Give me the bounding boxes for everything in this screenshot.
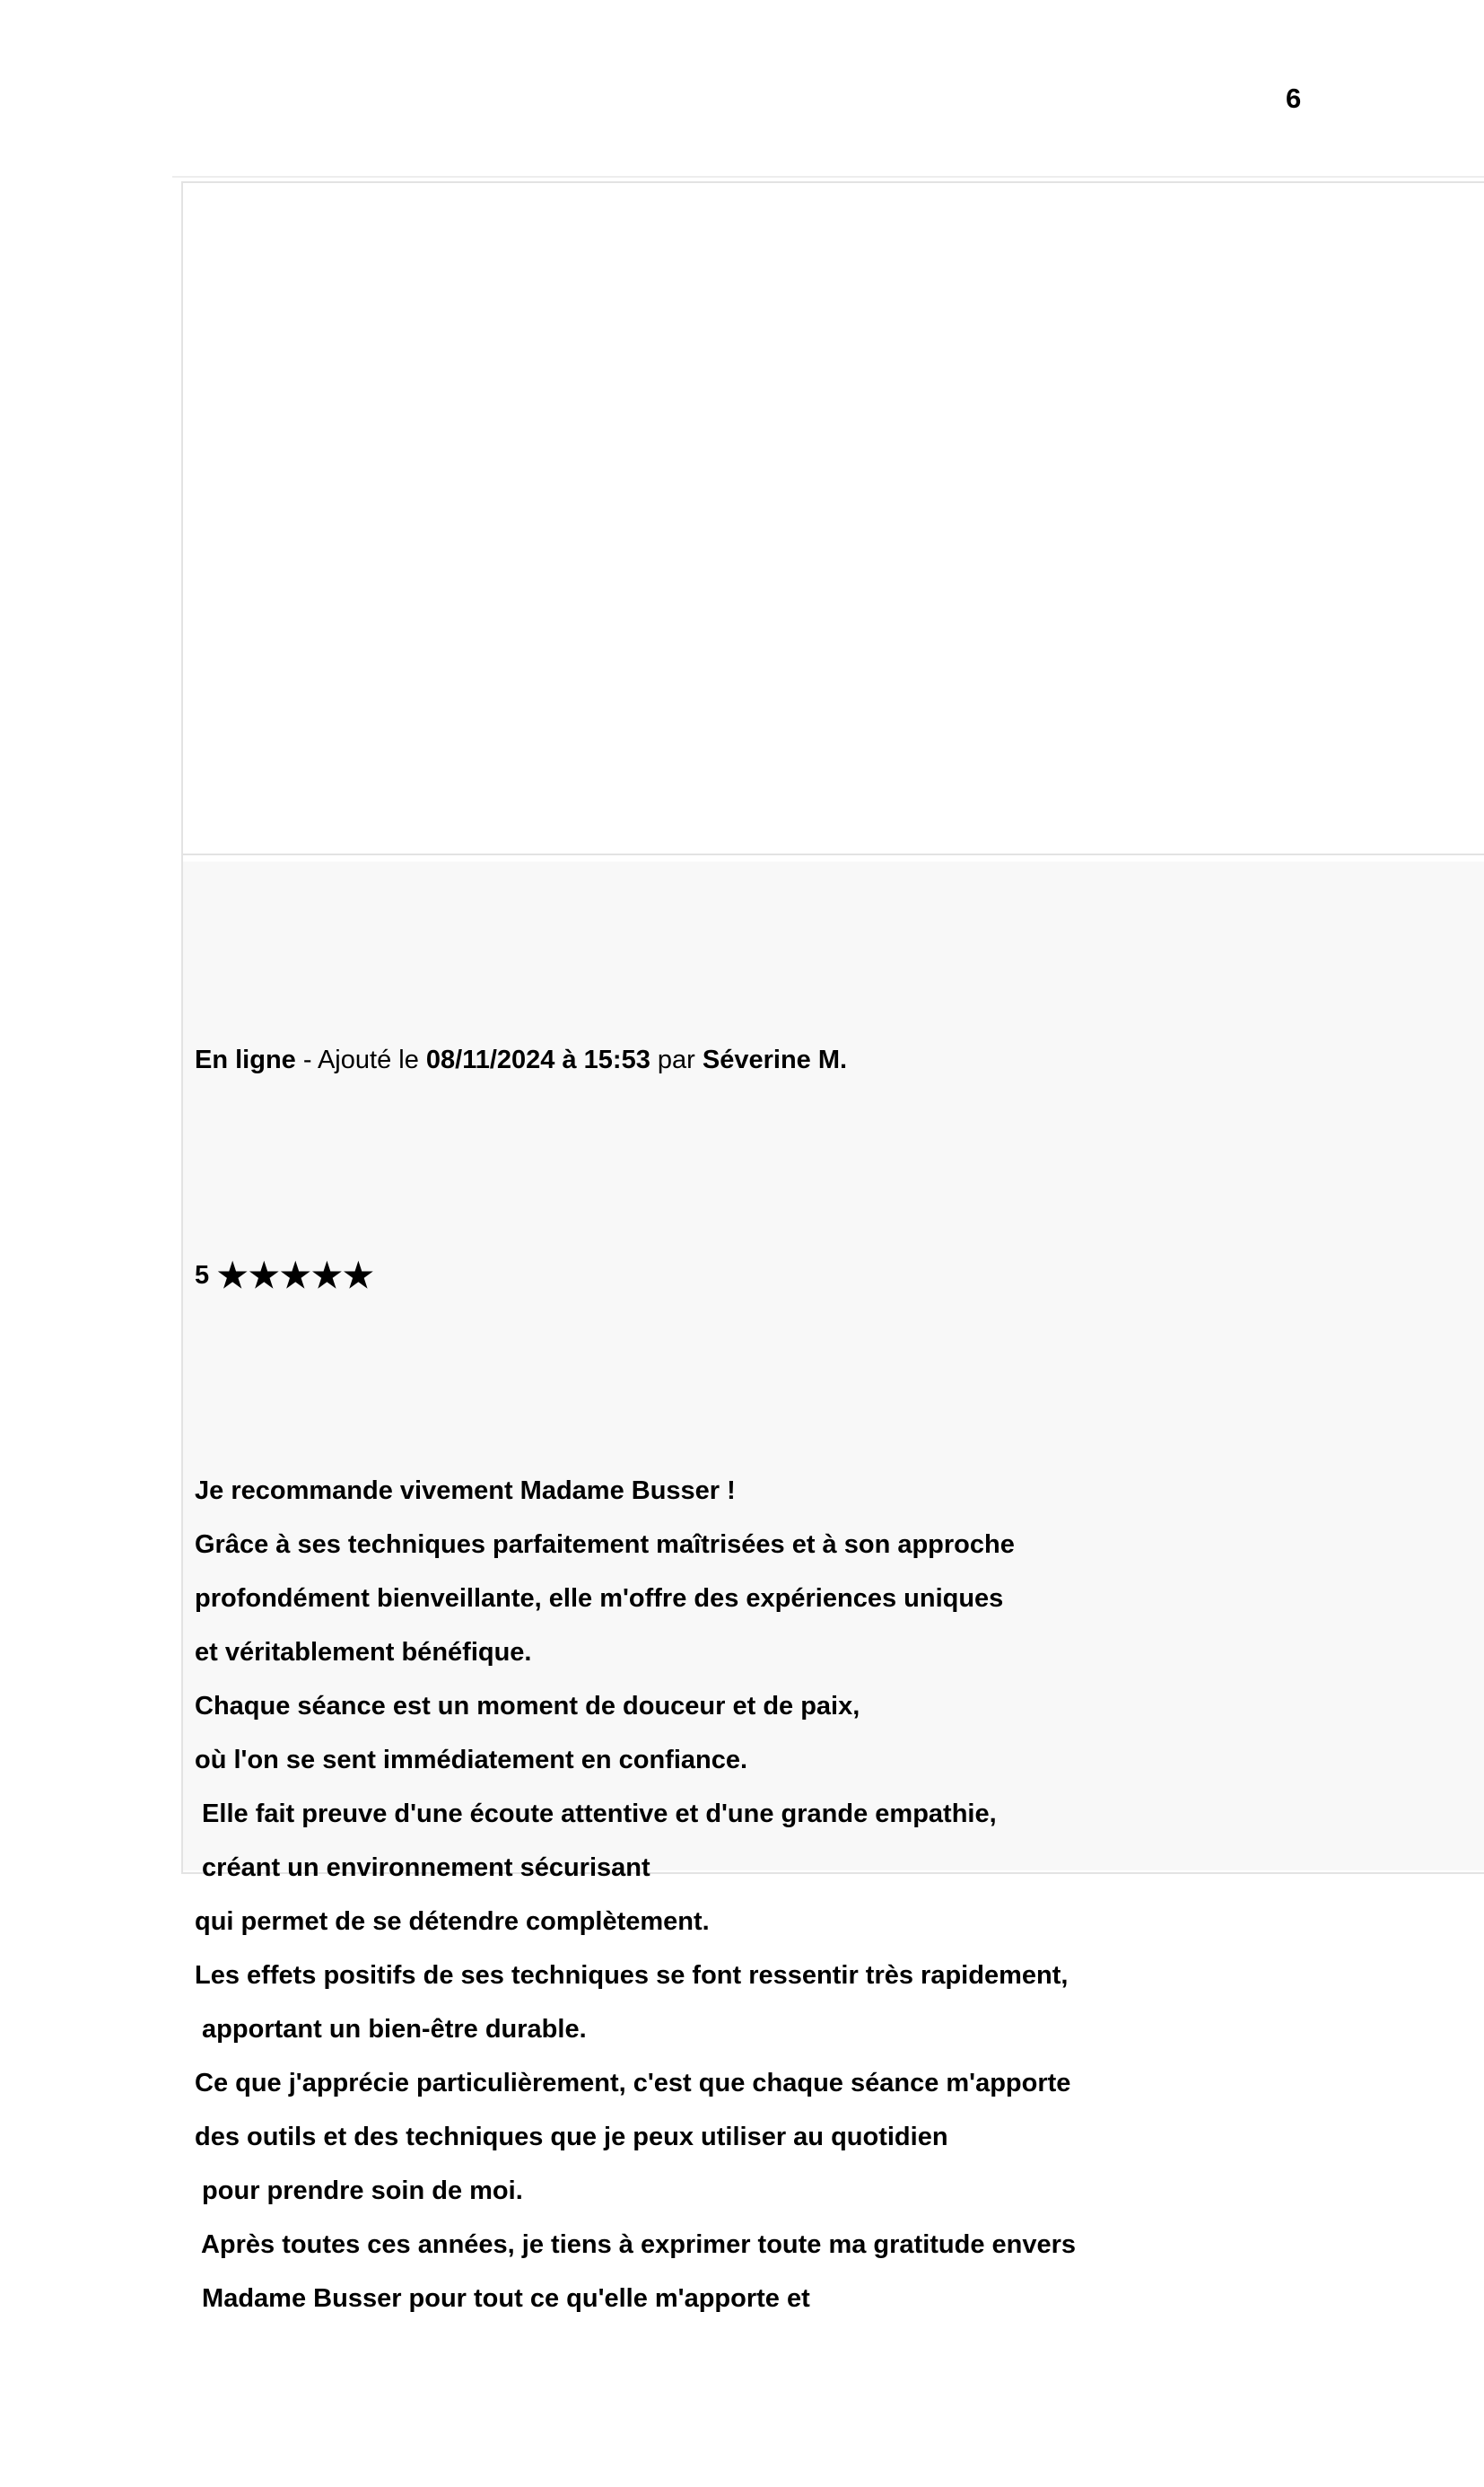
review-text-line: Les effets positifs de ses techniques se font ressentir très rapidement, bbox=[195, 1961, 1069, 1990]
review-datetime: 08/11/2024 à 15:53 bbox=[425, 1046, 650, 1074]
review-text-line: où l'on se sent immédiatement en confiance. bbox=[195, 1746, 748, 1774]
review-text-line: pour prendre soin de moi. bbox=[195, 2176, 523, 2205]
review-text-line: et véritablement bénéfique. bbox=[195, 1638, 532, 1667]
review-text-line: Ce que j'apprécie particulièrement, c'est que chaque séance m'apporte bbox=[195, 2069, 1071, 2097]
review-text-line: Chaque séance est un moment de douceur et de paix, bbox=[195, 1692, 860, 1721]
review-text-line: Elle fait preuve d'une écoute attentive et d'une grande empathie, bbox=[195, 1800, 997, 1828]
card-gap bbox=[183, 855, 1484, 862]
review-added-label: - Ajouté le bbox=[295, 1046, 426, 1074]
review-text-line: Grâce à ses techniques parfaitement maîtrisées et à son approche bbox=[195, 1530, 1015, 1559]
rating-value: 5 bbox=[195, 1261, 210, 1290]
review-body bbox=[183, 862, 1484, 2313]
review-image-placeholder bbox=[183, 183, 1484, 855]
review-status: En ligne bbox=[195, 1046, 296, 1074]
review-author: Séverine M. bbox=[702, 1046, 848, 1074]
review-par-label: par bbox=[650, 1046, 703, 1074]
star-icons: ★★★★★ bbox=[217, 1257, 375, 1295]
review-text-line: créant un environnement sécurisant bbox=[195, 1853, 650, 1882]
review-rating bbox=[195, 1248, 1484, 1302]
review-card bbox=[181, 181, 1484, 2313]
page-number: 6 bbox=[1286, 83, 1302, 114]
review-text-line: des outils et des techniques que je peux utiliser au quotidien bbox=[195, 2123, 948, 2151]
review-text-line: profondément bienveillante, elle m'offre des expériences uniques bbox=[195, 1584, 1004, 1613]
review-text-line: Je recommande vivement Madame Busser ! bbox=[195, 1476, 736, 1505]
review-text-line: apportant un bien-être durable. bbox=[195, 2015, 587, 2044]
review-text-line: Après toutes ces années, je tiens à exprimer toute ma gratitude envers bbox=[195, 2230, 1077, 2259]
review-header bbox=[195, 1033, 1484, 1087]
review-text-line: Madame Busser pour tout ce qu'elle m'apporte et bbox=[195, 2284, 810, 2313]
review-text-line: qui permet de se détendre complètement. bbox=[195, 1907, 710, 1936]
review-text bbox=[195, 1464, 1484, 2325]
card-outer-border bbox=[172, 176, 1484, 178]
